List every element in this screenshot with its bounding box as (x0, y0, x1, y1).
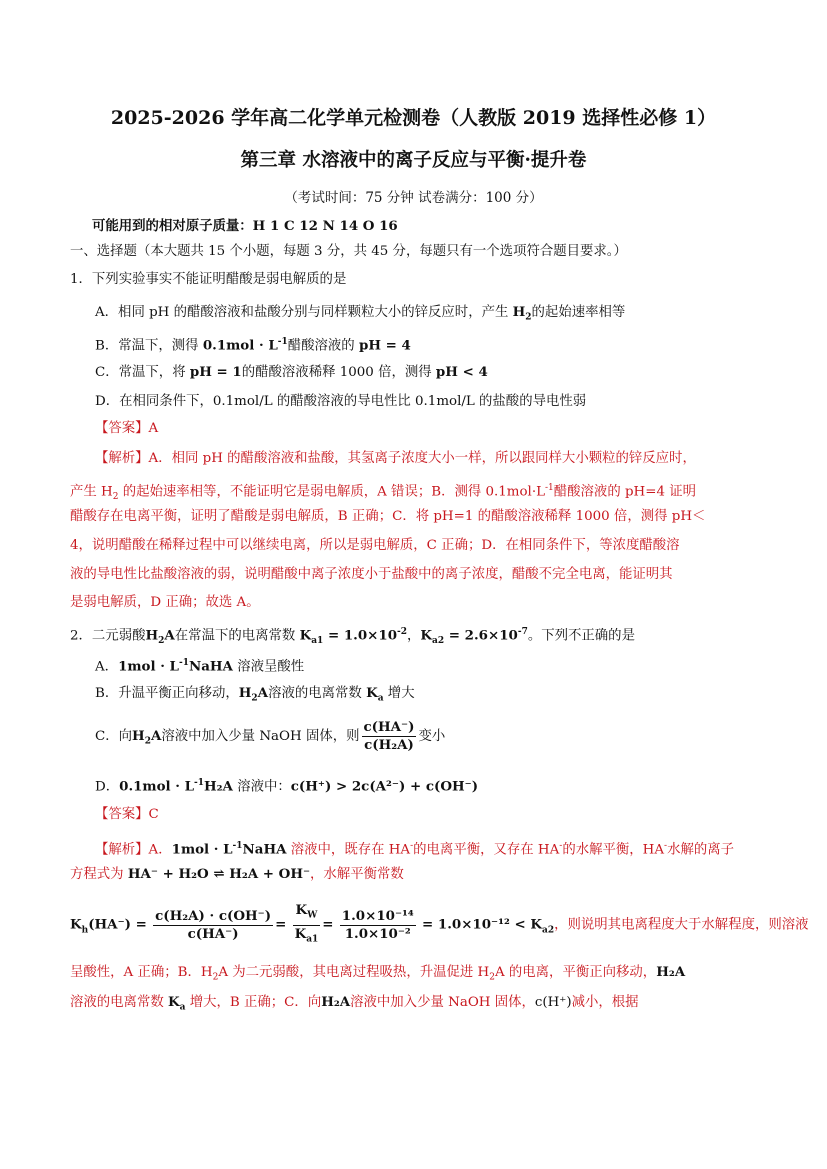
q2-option-c: C．向$H_2A$溶液中加入少量 NaOH 固体，则 $\frac{c(HA^-)}{\text{c(H₂A)}}$ 变小 (95, 719, 446, 753)
q1-option-d: D．在相同条件下，0.1mol/L 的醋酸溶液的导电性比 0.1mol/L 的盐酸的导电性弱 (95, 394, 587, 409)
q1-explanation-4: 4，说明醋酸在稀释过程中可以继续电离，所以是弱电解质，C 正确；D．在相同条件下，等浓度醋酸溶 (70, 538, 680, 553)
q2-option-a: A．$1mol \cdot L^{-1}NaHA$ 溶液呈酸性 (95, 658, 305, 675)
exam-title: 2025-2026 学年高二化学单元检测卷（人教版 2019 选择性必修 1） (110, 107, 717, 129)
q1-explanation-2: 产生 $H_2$ 的起始速率相等，不能证明它是弱电解质，A 错误；B．测得 $0.1mol\cdot L^{-1}$醋酸溶液的 pH=4 证明 (70, 483, 697, 503)
q2-explanation-5: 溶液的电离常数 $K_a$ 增大，B 正确；C．向H₂A溶液中加入少量 NaOH 固体，c(H⁺)减小，根据 (70, 994, 639, 1013)
ratio-fraction: $\frac{c(HA^-)}{\text{c(H₂A)}}$ (363, 719, 415, 753)
q1-stem: 1．下列实验事实不能证明醋酸是弱电解质的是 (70, 272, 347, 287)
q2-stem: 2．二元弱酸$H_2A$在常温下的电离常数 $K_{a1} = 1.0\times 10^{-2}$，$K_{a2} = 2.6\times 10^{-7}$。下列不正确的是 (70, 627, 635, 647)
exam-info: （考试时间：75 分钟 试卷满分：100 分） (284, 190, 543, 206)
q1-explanation-3: 醋酸存在电离平衡，证明了醋酸是弱电解质，B 正确；C．将 pH=1 的醋酸溶液稀释 1000 倍，测得 pH＜ (70, 509, 706, 524)
q2-explanation-1: 【解析】A．$1mol \cdot L^{-1}NaHA$ 溶液中，既存在 HA-的电离平衡，又存在 HA-的水解平衡，HA-水解的离子 (95, 841, 735, 858)
q2-explanation-4: 呈酸性，A 正确；B．$H_2A$ 为二元弱酸，其电离过程吸热，升温促进 $H_2A$ 的电离，平衡正向移动，H₂A (70, 964, 686, 983)
q2-hydrolysis-equation: $K_h(HA^-)$ = $\frac{\text{c(H₂A) · c(OH⁻)}}{c(HA^-)}$ = $\frac{K_W}{K_{a1}}$ = $\frac{\text{1.0×10⁻¹⁴}}{\text{1.0×10⁻²}}$ = $1.0\times 10^{-12} < K_{a2}$，则说明其电离程度大于水解程度，则溶液 (70, 902, 809, 950)
q1-option-b: B．常温下，测得 $0.1mol \cdot L^{-1}$醋酸溶液的 pH = 4 (95, 337, 411, 354)
q1-explanation-5: 液的导电性比盐酸溶液的弱，说明醋酸中离子浓度小于盐酸中的离子浓度，醋酸不完全电离，能证明其 (70, 567, 673, 582)
atomic-mass-line: 可能用到的相对原子质量：H 1 C 12 N 14 O 16 (92, 218, 398, 234)
kw-ka-fraction: $\frac{K_W}{K_{a1}}$ (294, 902, 319, 945)
kh-fraction: $\frac{\text{c(H₂A) · c(OH⁻)}}{c(HA^-)}$ (155, 907, 272, 942)
q2-answer: 【答案】C (95, 807, 159, 822)
value-fraction: $\frac{\text{1.0×10⁻¹⁴}}{\text{1.0×10⁻²}}$ (341, 907, 414, 942)
q1-option-c: C．常温下，将 pH = 1的醋酸溶液稀释 1000 倍，测得 pH < 4 (95, 364, 488, 380)
q1-option-a: A．相同 pH 的醋酸溶液和盐酸分别与同样颗粒大小的锌反应时，产生 $H_2$的起始速率相等 (95, 304, 626, 323)
section-heading: 一、选择题（本大题共 15 个小题，每题 3 分，共 45 分，每题只有一个选项符合题目要求。） (70, 244, 627, 259)
q2-option-d: D．$0.1mol \cdot L^{-1}H_2A$ 溶液中：c(H⁺) > 2c(A²⁻) + c(OH⁻) (95, 778, 479, 795)
q2-explanation-2: 方程式为 HA⁻ + H₂O ⇌ H₂A + OH⁻，水解平衡常数 (70, 866, 404, 882)
chapter-subtitle: 第三章 水溶液中的离子反应与平衡·提升卷 (240, 150, 587, 171)
q1-answer: 【答案】A (95, 421, 159, 436)
q1-explanation-1: 【解析】A．相同 pH 的醋酸溶液和盐酸，其氢离子浓度大小一样，所以跟同样大小颗粒的锌反应时， (95, 451, 696, 466)
q1-explanation-6: 是弱电解质，D 正确；故选 A。 (70, 595, 260, 610)
q2-option-b: B．升温平衡正向移动，$H_2A$溶液的电离常数 $K_a$ 增大 (95, 685, 415, 704)
